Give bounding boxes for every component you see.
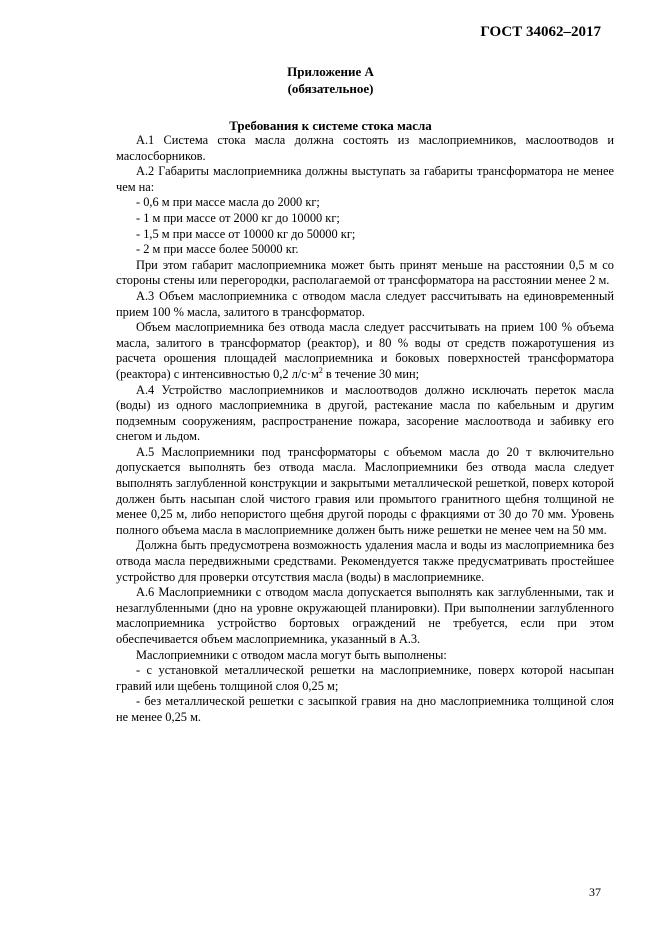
clause-a3: А.3 Объем маслоприемника с отводом масла следует рассчитывать на единовременный прием 100 % масла, залитого в трансформатор. bbox=[116, 288, 614, 319]
list-item: - 1,5 м при массе от 10000 кг до 50000 кг; bbox=[136, 226, 356, 241]
list-item: - 1 м при массе от 2000 кг до 10000 кг; bbox=[136, 210, 340, 225]
appendix-status: (обязательное) bbox=[287, 81, 374, 96]
clause-a4: А.4 Устройство маслоприемников и маслоотводов должно исключать переток масла (воды) из одного маслоприемника в другой, растекание масла по кабельным и другим подземным сооружениям, распространение пожара, засорение маслоотвода и забивку его снегом и льдом. bbox=[116, 382, 614, 444]
clause-a3-volume-tail: в течение 30 мин; bbox=[322, 366, 420, 381]
clause-a1: А.1 Система стока масла должна состоять из маслоприемников, маслоотводов и маслосборников. bbox=[116, 133, 614, 163]
appendix-title: Приложение А bbox=[287, 64, 374, 79]
page-number: 37 bbox=[589, 885, 601, 899]
clause-a5: А.5 Маслоприемники под трансформаторы с объемом масла до 20 т включительно допускается выполнять без отвода масла. Маслоприемники без отвода масла следует выполнять заглубленной конструкции и закрытыми металлической решеткой, поверх которой должен быть насыпан слой чистого гравия или промытого гранитного щебня толщиной не менее 0,25 м, либо непористого щебня другой породы с фракциями от 30 до 70 мм. Уровень полного объема масла в маслоприемнике должен быть ниже решетки не менее чем на 50 мм. bbox=[116, 444, 614, 537]
clause-a5-removal: Должна быть предусмотрена возможность удаления масла и воды из маслоприемника без отвода масла передвижными средствами. Рекомендуется также предусматривать простейшее устройство для проверки отсутствия масла (воды) в маслоприемнике. bbox=[116, 538, 614, 584]
clause-a3-volume bbox=[116, 320, 614, 382]
list-item: - без металлической решетки с засыпкой гравия на дно маслоприемника толщиной слоя не менее 0,25 м. bbox=[116, 694, 614, 724]
clause-a6-options: Маслоприемники с отводом масла могут быть выполнены: bbox=[136, 647, 447, 662]
superscript: 2 bbox=[318, 365, 323, 375]
clause-a6: А.6 Маслоприемники с отводом масла допускается выполнять как заглубленными, так и незаглубленными (дно на уровне окружающей планировки). При выполнении заглубленного маслоприемника устройство бортовых ограждений не требуется, если при этом обеспечивается объем маслоприемника, указанный в А.3. bbox=[116, 585, 614, 646]
clause-a3-volume-text: Объем маслоприемника без отвода масла следует рассчитывать на прием 100 % объема масла, залитого в трансформатор (реактор), и 80 % воды от средств пожаротушения из расчета орошения площадей маслоприемника и боковых поверхностей трансформатора (реактора) с интенсивностью 0,2 л/с·м bbox=[116, 320, 614, 381]
appendix-heading bbox=[0, 63, 661, 97]
section-title: Требования к системе стока масла bbox=[229, 118, 432, 133]
document-code: ГОСТ 34062–2017 bbox=[480, 24, 601, 40]
list-item: - 0,6 м при массе масла до 2000 кг; bbox=[136, 195, 320, 210]
list-item: - с установкой металлической решетки на маслоприемнике, поверх которой насыпан гравий или щебень толщиной слоя 0,25 м; bbox=[116, 663, 614, 693]
clause-a2: А.2 Габариты маслоприемника должны выступать за габариты трансформатора не менее чем на: bbox=[116, 164, 614, 194]
list-item: - 2 м при массе более 50000 кг. bbox=[136, 242, 299, 257]
section-body bbox=[116, 133, 614, 726]
clause-a2-note: При этом габарит маслоприемника может быть принят меньше на расстоянии 0,5 м со стороны стены или перегородки, располагаемой от трансформатора на расстоянии менее 2 м. bbox=[116, 257, 614, 288]
